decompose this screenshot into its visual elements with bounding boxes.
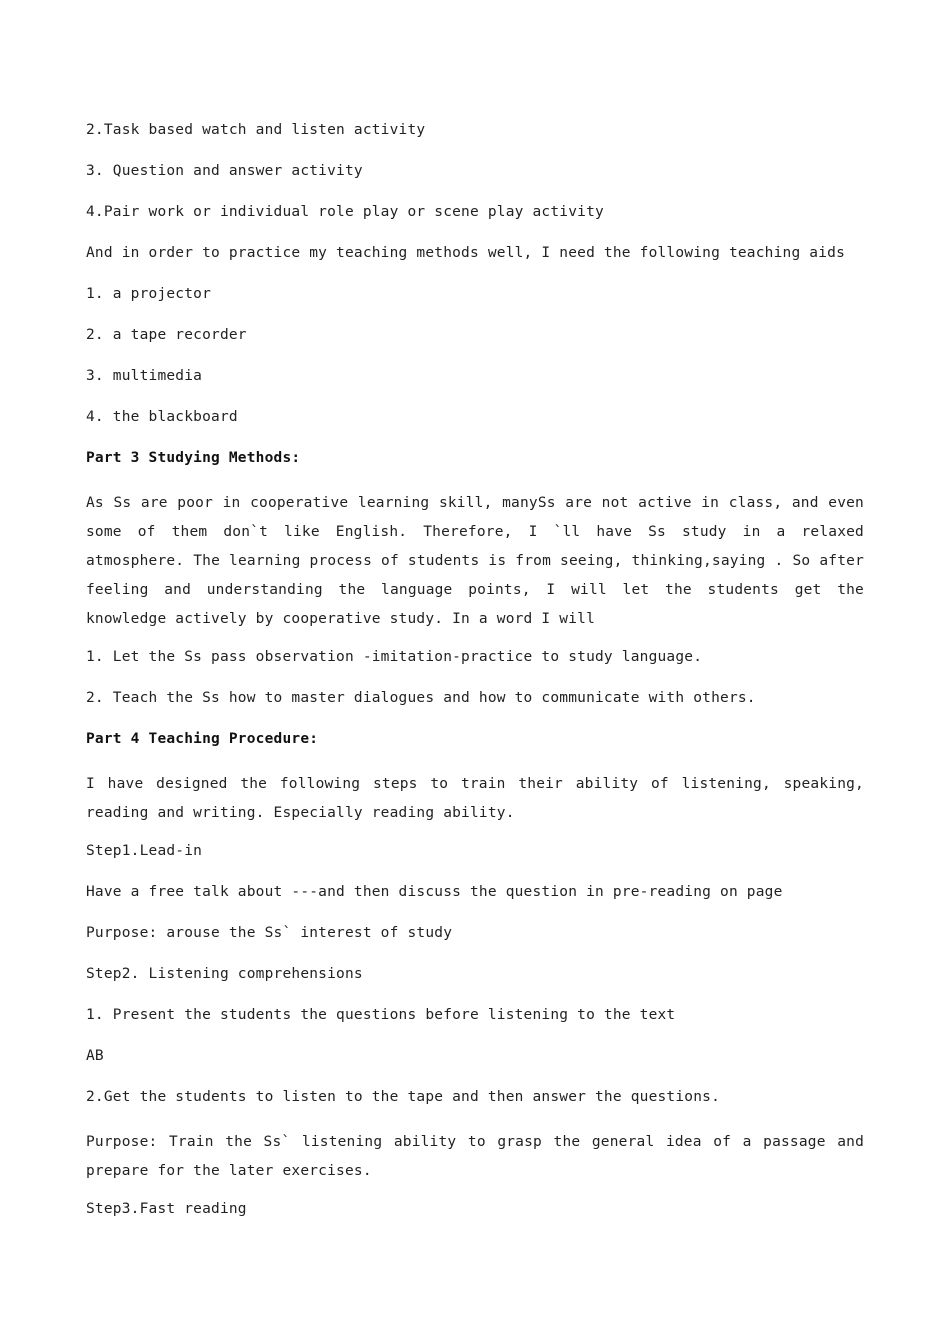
teaching-aids-intro: And in order to practice my teaching methods well, I need the following teaching aids (86, 245, 846, 261)
teaching-aid-1: 1. a projector (86, 286, 212, 302)
part3-item-1: 1. Let the Ss pass observation -imitation-practice to study language. (86, 649, 703, 665)
teaching-aid-4: 4. the blackboard (86, 409, 238, 425)
part3-heading: Part 3 Studying Methods: (86, 450, 301, 466)
part4-heading: Part 4 Teaching Procedure: (86, 731, 319, 747)
step2-item-1: 1. Present the students the questions before listening to the text (86, 1007, 676, 1023)
step1-text: Have a free talk about ---and then discuss the question in pre-reading on page (86, 884, 783, 900)
teaching-aid-2: 2. a tape recorder (86, 327, 247, 343)
part4-intro: I have designed the following steps to train their ability of listening, speaking, reading and writing. Especially reading ability. (86, 776, 873, 821)
step2-item-2: 2.Get the students to listen to the tape and then answer the questions. (86, 1089, 721, 1105)
step1-title: Step1.Lead-in (86, 843, 203, 859)
teaching-aid-3: 3. multimedia (86, 368, 203, 384)
document-body (86, 120, 873, 1240)
part3-item-2: 2. Teach the Ss how to master dialogues and how to communicate with others. (86, 690, 756, 706)
part3-paragraph: As Ss are poor in cooperative learning skill, manySs are not active in class, and even some of them don`t like English. Therefore, I `ll have Ss study in a relaxed atmosphere. The learning process of students is from seeing, thinking,saying . So after feeling and understanding the language points, I will let the students get the knowledge actively by cooperative study. In a word I will (86, 495, 873, 627)
step1-purpose: Purpose: arouse the Ss` interest of study (86, 925, 453, 941)
method-item-2: 2.Task based watch and listen activity (86, 122, 426, 138)
step3-title: Step3.Fast reading (86, 1201, 247, 1217)
method-item-4: 4.Pair work or individual role play or scene play activity (86, 204, 604, 220)
step2-ab: AB (86, 1048, 104, 1064)
step2-purpose: Purpose: Train the Ss` listening ability to grasp the general idea of a passage and prepare for the later exercises. (86, 1134, 873, 1179)
step2-title: Step2. Listening comprehensions (86, 966, 363, 982)
method-item-3: 3. Question and answer activity (86, 163, 363, 179)
